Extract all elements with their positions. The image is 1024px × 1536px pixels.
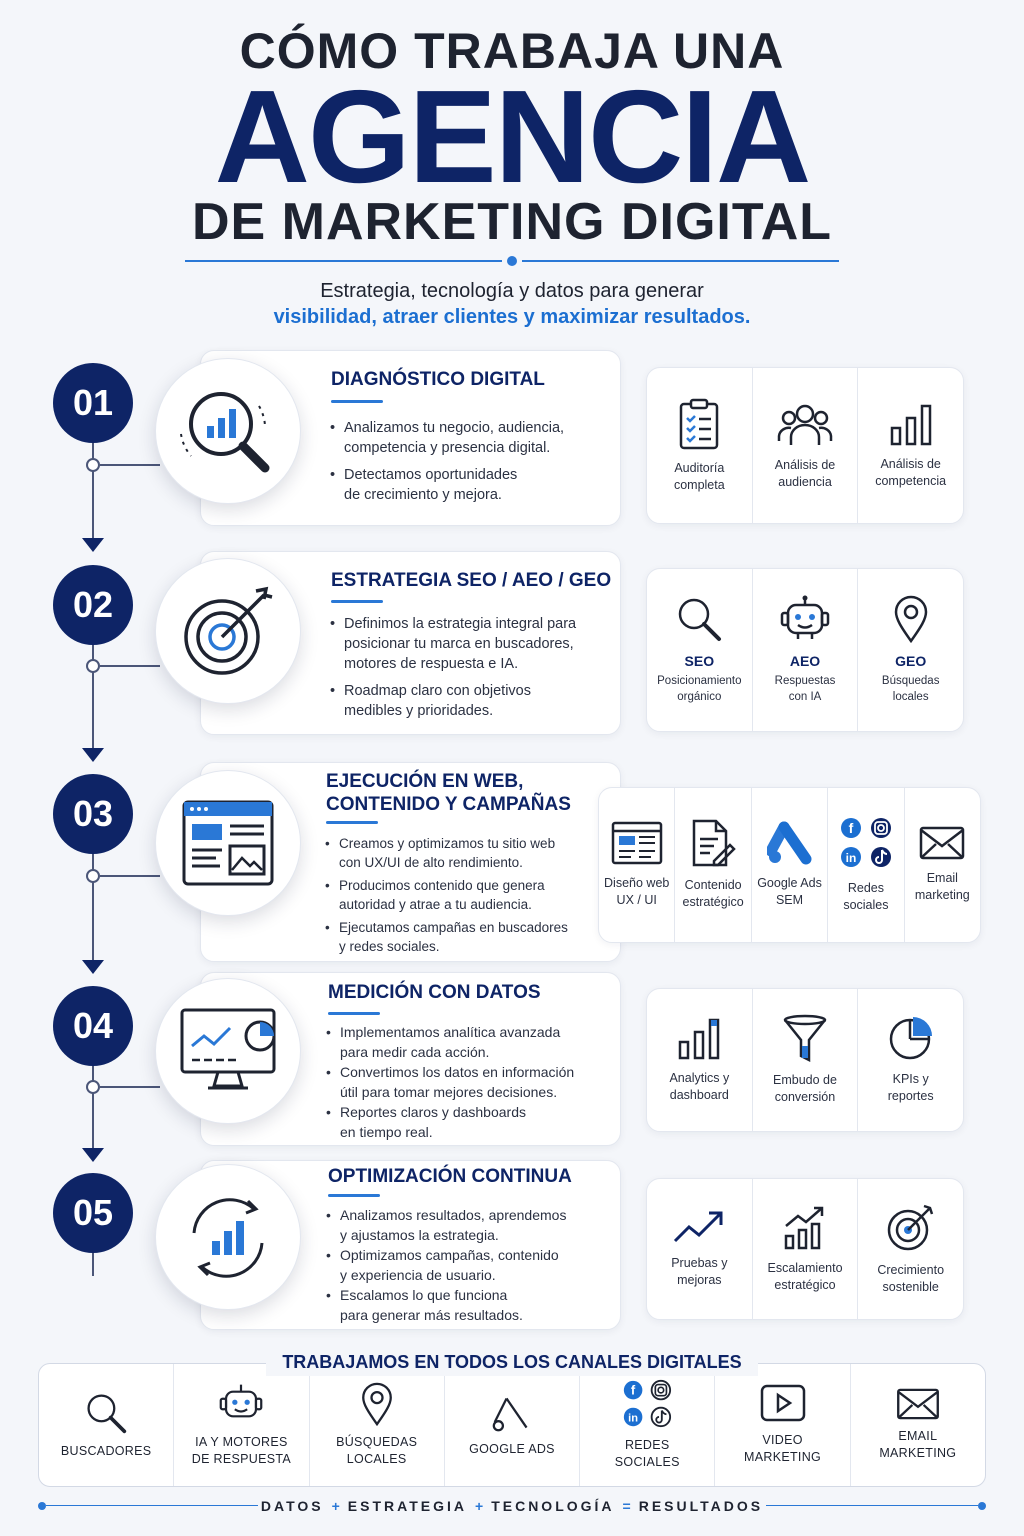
subtitle-line-1: Estrategia, tecnología y datos para generar: [320, 280, 704, 302]
target-arrow-icon: [886, 1202, 936, 1252]
growth-bars-icon: [782, 1204, 828, 1250]
tool-label: Diseño web UX / UI: [604, 876, 670, 907]
channel-label: VIDEO MARKETING: [744, 1433, 822, 1464]
tool-label: Contenido estratégico: [682, 878, 744, 909]
bullet-item: • Escalamos lo que funciona para generar más resultados.: [326, 1285, 611, 1325]
timeline-node: [86, 458, 100, 472]
step-tools-4: [646, 988, 964, 1132]
channel-label: BUSCADORES: [60, 1443, 152, 1458]
bullet-item: • Analizamos tu negocio, audiencia, competencia y presencia digital.: [330, 418, 615, 458]
timeline-arrow-icon: [82, 538, 104, 552]
bullet-item: • Reportes claros y dashboards en tiempo real.: [326, 1102, 611, 1142]
tool-scaling: [752, 1179, 858, 1319]
tool-label: Redes sociales: [843, 881, 889, 912]
timeline-line: [92, 850, 94, 960]
robot-icon: [219, 1382, 263, 1426]
step-tools-2: [646, 568, 964, 732]
tool-label: Email marketing: [914, 871, 970, 902]
bullet-item: • Optimizamos campañas, contenido y experiencia de usuario.: [326, 1245, 611, 1285]
search-icon: [675, 595, 723, 643]
timeline-node: [86, 1080, 100, 1094]
channel-social: [579, 1364, 714, 1486]
refresh-chart-icon: [178, 1187, 278, 1287]
bullet-item: • Detectamos oportunidades de crecimiento y mejora.: [330, 465, 615, 505]
channel-label: BÚSQUEDAS LOCALES: [336, 1435, 418, 1466]
google-ads-icon: [490, 1393, 534, 1433]
tool-email: [904, 788, 980, 942]
bar-chart-icon: [888, 402, 934, 446]
channel-label: IA Y MOTORES DE RESPUESTA: [191, 1435, 292, 1466]
svg-text:in: in: [845, 851, 857, 865]
tool-growth: [857, 1179, 963, 1319]
bullet-item: • Analizamos resultados, aprendemos y ajustamos la estrategia.: [326, 1205, 611, 1245]
step-bullets-2: [330, 614, 615, 728]
tool-funnel: [752, 989, 858, 1131]
bullet-item: • Roadmap claro con objetivos medibles y prioridades.: [330, 681, 615, 721]
channels-panel: [38, 1363, 986, 1487]
timeline-line: [92, 640, 94, 750]
title-line-1: CÓMO TRABAJA UNA: [239, 23, 785, 79]
step-icon-circle-2: [155, 558, 301, 704]
clipboard-checklist-icon: [677, 398, 721, 450]
tool-social: [827, 788, 903, 942]
tool-aeo: [752, 569, 858, 731]
bullet-item: • Convertimos los datos en información útil para tomar mejores decisiones.: [326, 1062, 611, 1102]
timeline-arrow-icon: [82, 1148, 104, 1162]
channel-ai: [173, 1364, 308, 1486]
tool-title: GEO: [895, 653, 927, 669]
timeline-node: [86, 869, 100, 883]
step-icon-circle-4: [155, 978, 301, 1124]
svg-text:f: f: [631, 1382, 636, 1398]
divider-left: [185, 260, 502, 262]
title-underline: [328, 1012, 380, 1015]
step-title-5: OPTIMIZACIÓN CONTINUA: [328, 1166, 572, 1187]
tool-audit: [647, 368, 752, 523]
bullet-item: • Producimos contenido que genera autoridad y atrae a tu audiencia.: [325, 876, 610, 914]
timeline-arrow-icon: [82, 748, 104, 762]
bullet-item: • Ejecutamos campañas en buscadores y redes sociales.: [325, 918, 610, 956]
location-pin-icon: [893, 595, 929, 643]
robot-icon: [780, 595, 830, 643]
social-networks-icon: [838, 816, 894, 870]
tool-seo: [647, 569, 752, 731]
step-icon-circle-5: [155, 1164, 301, 1310]
title-underline: [331, 600, 383, 603]
tool-title: SEO: [684, 653, 715, 669]
tool-analytics: [647, 989, 752, 1131]
tool-google-ads: [751, 788, 827, 942]
pie-chart-icon: [888, 1015, 934, 1061]
channel-email: [850, 1364, 985, 1486]
step-title-4: MEDICIÓN CON DATOS: [328, 982, 541, 1003]
social-networks-icon: [621, 1379, 673, 1429]
step-title-2: ESTRATEGIA SEO / AEO / GEO: [331, 570, 612, 591]
step-icon-circle-1: [155, 358, 301, 504]
step-tools-5: [646, 1178, 964, 1320]
timeline-connector: [100, 665, 160, 667]
magnifier-chart-icon: [173, 376, 283, 486]
channel-local: [309, 1364, 444, 1486]
step-number-1: 01: [53, 363, 133, 443]
bullet-item: • Creamos y optimizamos tu sitio web con UX/UI de alto rendimiento.: [325, 834, 610, 872]
tool-content: [674, 788, 750, 942]
tool-title: AEO: [789, 653, 821, 669]
monitor-analytics-icon: [178, 1006, 278, 1096]
step-number-4: 04: [53, 986, 133, 1066]
channel-label: EMAIL MARKETING: [879, 1429, 957, 1460]
bullet-item: • Implementamos analítica avanzada para medir cada acción.: [326, 1022, 611, 1062]
step-tools-3: [598, 787, 981, 943]
browser-window-icon: [180, 798, 276, 888]
funnel-icon: [782, 1014, 828, 1062]
channel-google-ads: [444, 1364, 579, 1486]
email-icon: [919, 826, 965, 860]
step-number-5: 05: [53, 1173, 133, 1253]
svg-text:f: f: [848, 820, 854, 836]
title-line-3: DE MARKETING DIGITAL: [191, 193, 833, 251]
tool-label: Escalamiento estratégico: [767, 1261, 843, 1292]
channel-label: REDES SOCIALES: [614, 1438, 680, 1469]
google-ads-icon: [767, 821, 813, 865]
tool-geo: [857, 569, 963, 731]
channel-video: [714, 1364, 849, 1486]
search-icon: [84, 1391, 128, 1435]
timeline-line: [92, 1250, 94, 1276]
location-pin-icon: [360, 1382, 394, 1426]
divider-right: [522, 260, 839, 262]
channels-title: TRABAJAMOS EN TODOS LOS CANALES DIGITALES: [282, 1352, 742, 1372]
tool-label: Posicionamiento orgánico: [657, 675, 742, 703]
step-title-3: EJECUCIÓN EN WEB, CONTENIDO Y CAMPAÑAS: [326, 771, 571, 815]
step-number-2: 02: [53, 565, 133, 645]
tool-tests: [647, 1179, 752, 1319]
title-underline: [331, 400, 383, 403]
title-main: AGENCIA: [214, 63, 810, 210]
step-bullets-5: [326, 1205, 611, 1325]
video-play-icon: [760, 1384, 806, 1424]
tool-label: Analytics y dashboard: [669, 1071, 730, 1102]
tool-label: Análisis de competencia: [875, 456, 947, 488]
tool-competition: [857, 368, 963, 523]
channel-search: [39, 1364, 173, 1486]
email-icon: [896, 1388, 940, 1420]
timeline-line: [92, 440, 94, 540]
web-design-icon: [611, 821, 663, 865]
step-title-1: DIAGNÓSTICO DIGITAL: [331, 369, 545, 390]
svg-text:in: in: [628, 1412, 639, 1425]
tool-label: Pruebas y mejoras: [671, 1256, 728, 1287]
timeline-node: [86, 659, 100, 673]
bar-chart-icon: [676, 1016, 722, 1060]
target-arrow-icon: [178, 581, 278, 681]
channel-label: GOOGLE ADS: [469, 1441, 555, 1456]
tool-label: Búsquedas locales: [881, 675, 940, 703]
timeline-connector: [100, 875, 160, 877]
tool-label: Auditoría completa: [673, 460, 725, 492]
bullet-item: • Definimos la estrategia integral para posicionar tu marca en buscadores, motores de respuesta e IA.: [330, 614, 615, 674]
tool-label: Embudo de conversión: [773, 1073, 837, 1104]
tool-kpis: [857, 989, 963, 1131]
subtitle-line-2: visibilidad, atraer clientes y maximizar resultados.: [273, 306, 751, 328]
divider-dot: [507, 256, 517, 266]
timeline-connector: [100, 464, 160, 466]
tool-label: KPIs y reportes: [887, 1072, 934, 1103]
tool-label: Análisis de audiencia: [774, 457, 836, 489]
title-underline: [328, 1194, 380, 1197]
step-icon-circle-3: [155, 770, 301, 916]
timeline-connector: [100, 1086, 160, 1088]
step-bullets-1: [330, 418, 615, 512]
title-underline: [326, 821, 378, 824]
audience-icon: [777, 401, 833, 447]
tool-label: Google Ads SEM: [757, 876, 822, 907]
step-bullets-4: [326, 1022, 611, 1142]
timeline-line: [92, 1060, 94, 1150]
trend-up-icon: [673, 1209, 725, 1245]
tool-label: Respuestas con IA: [774, 675, 836, 703]
timeline-arrow-icon: [82, 960, 104, 974]
step-number-3: 03: [53, 774, 133, 854]
step-tools-1: [646, 367, 964, 524]
document-pen-icon: [690, 819, 736, 867]
tool-audience: [752, 368, 858, 523]
tool-label: Crecimiento sostenible: [877, 1263, 945, 1294]
footer-tagline: DATOS + ESTRATEGIA + TECNOLOGÍA = RESULTADOS: [260, 1498, 764, 1514]
step-bullets-3: [325, 834, 610, 960]
tool-web-design: [599, 788, 674, 942]
